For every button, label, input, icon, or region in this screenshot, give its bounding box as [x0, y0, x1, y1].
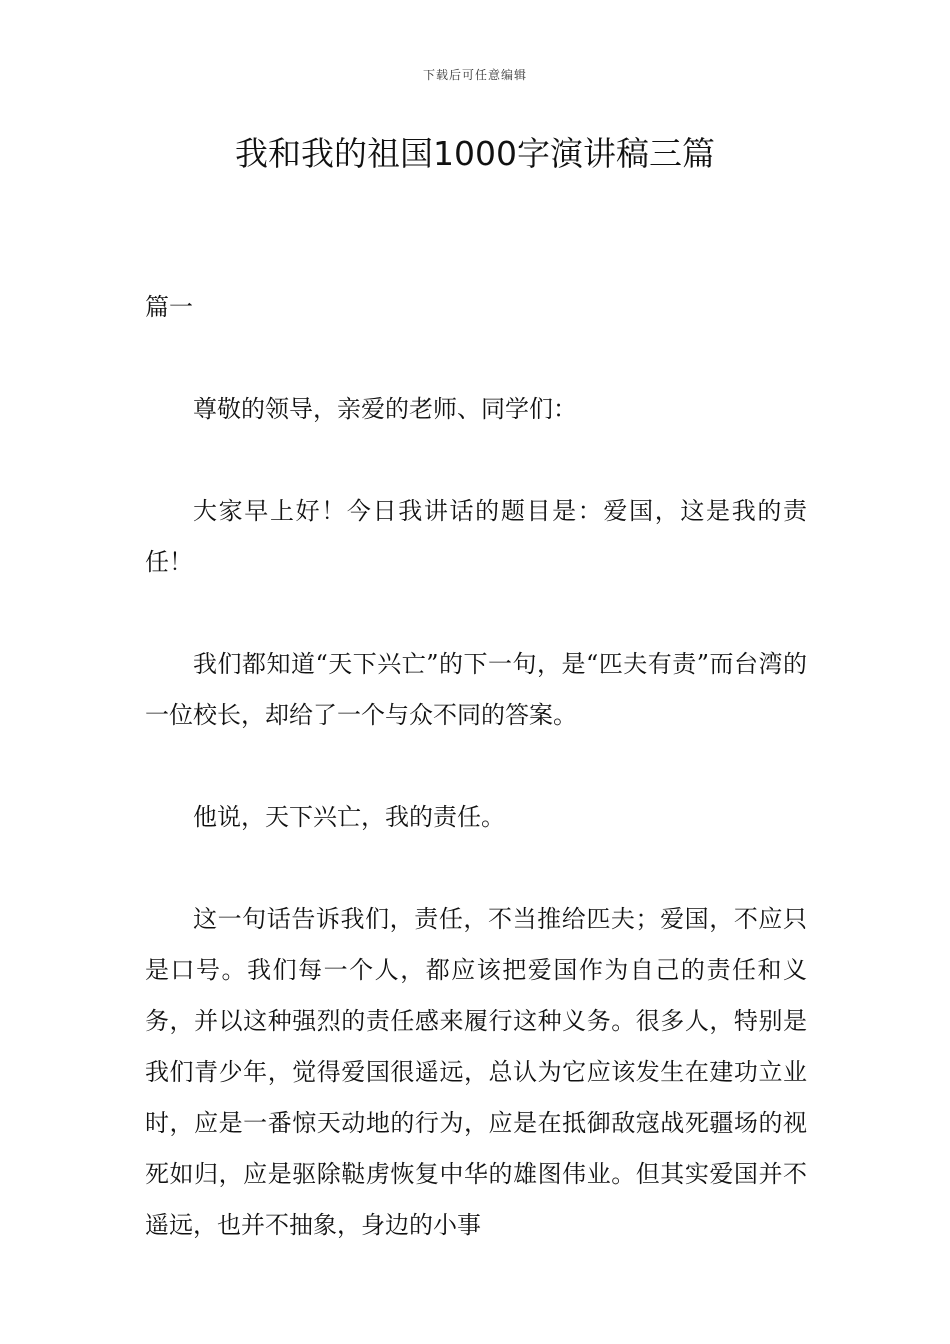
document-body: [145, 282, 807, 1251]
paragraph-quote: 他说，天下兴亡，我的责任。: [193, 803, 505, 831]
section-heading: 篇一: [145, 293, 193, 321]
paragraph-body: 这一句话告诉我们，责任，不当推给匹夫；爱国，不应只是口号。我们每一个人，都应该把爱国作为自己的责任和义务，并以这种强烈的责任感来履行这种义务。很多人，特别是我们青少年，觉得爱国很遥远，总认为它应该发生在建功立业时，应是一番惊天动地的行为，应是在抵御敌寇战死疆场的视死如归，应是驱除鞑虏恢复中华的雄图伟业。但其实爱国并不遥远，也并不抽象，身边的小事: [145, 905, 807, 1239]
document-title: 我和我的祖国1000字演讲稿三篇: [235, 134, 715, 173]
paragraph-saying: 我们都知道“天下兴亡”的下一句，是“匹夫有责”而台湾的一位校长，却给了一个与众不同的答案。: [145, 650, 807, 729]
header-note: 下载后可任意编辑: [422, 68, 527, 82]
paragraph-greeting: 尊敬的领导，亲爱的老师、同学们：: [193, 395, 577, 423]
paragraph-topic: 大家早上好！今日我讲话的题目是：爱国，这是我的责任！: [145, 497, 807, 576]
